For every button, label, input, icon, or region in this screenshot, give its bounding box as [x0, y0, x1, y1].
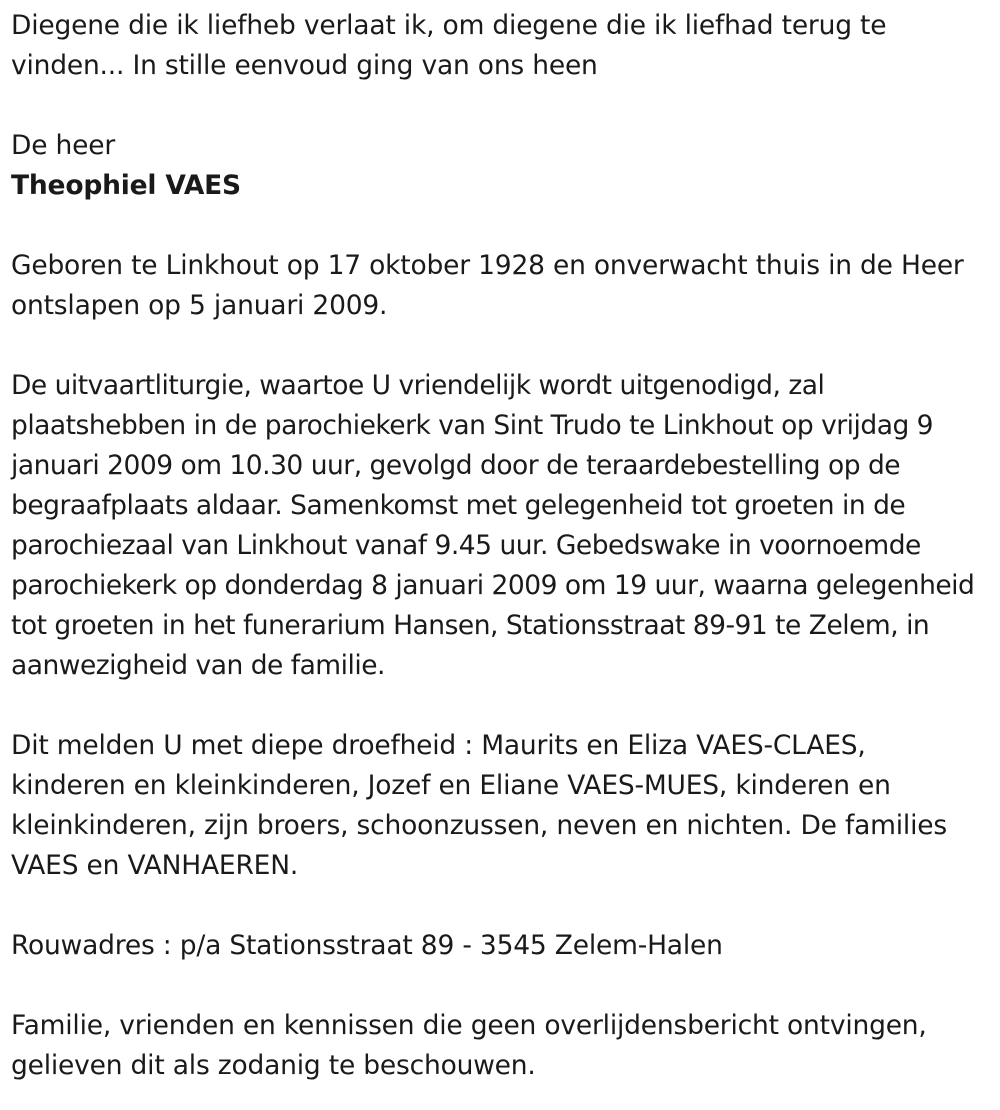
mourning-address: Rouwadres : p/a Stationsstraat 89 - 3545 Zelem-Halen [11, 930, 723, 961]
deceased-name: Theophiel VAES [11, 170, 241, 201]
family-announcement: Dit melden U met diepe droefheid : Maurits en Eliza VAES-CLAES, kinderen en kleinkinderen, Jozef en Eliane VAES-MUES, kinderen en kleinkinderen, zijn broers, schoonzussen, neven en nichten. De families VAES en VANHAEREN. [11, 730, 947, 881]
birth-death-text: Geboren te Linkhout op 17 oktober 1928 en onverwacht thuis in de Heer ontslapen op 5 januari 2009. [11, 250, 964, 321]
intro-text: Diegene die ik liefheb verlaat ik, om diegene die ik liefhad terug te vinden... In stille eenvoud ging van ons heen [11, 10, 887, 81]
closing-note: Familie, vrienden en kennissen die geen overlijdensbericht ontvingen, gelieven dit als zodanig te beschouwen. [11, 1010, 927, 1081]
funeral-details: De uitvaartliturgie, waartoe U vriendelijk wordt uitgenodigd, zal plaatshebben in de parochiekerk van Sint Trudo te Linkhout op vrijdag 9 januari 2009 om 10.30 uur, gevolgd door de teraardebestelling op de begraafplaats aldaar. Samenkomst met gelegenheid tot groeten in de parochiezaal van Linkhout vanaf 9.45 uur. Gebedswake in voornoemde parochiekerk op donderdag 8 januari 2009 om 19 uur, waarna gelegenheid tot groeten in het funerarium Hansen, Stationsstraat 89-91 te Zelem, in aanwezigheid van de familie. [11, 370, 975, 681]
obituary-document [11, 6, 986, 1086]
salutation: De heer [11, 130, 116, 161]
